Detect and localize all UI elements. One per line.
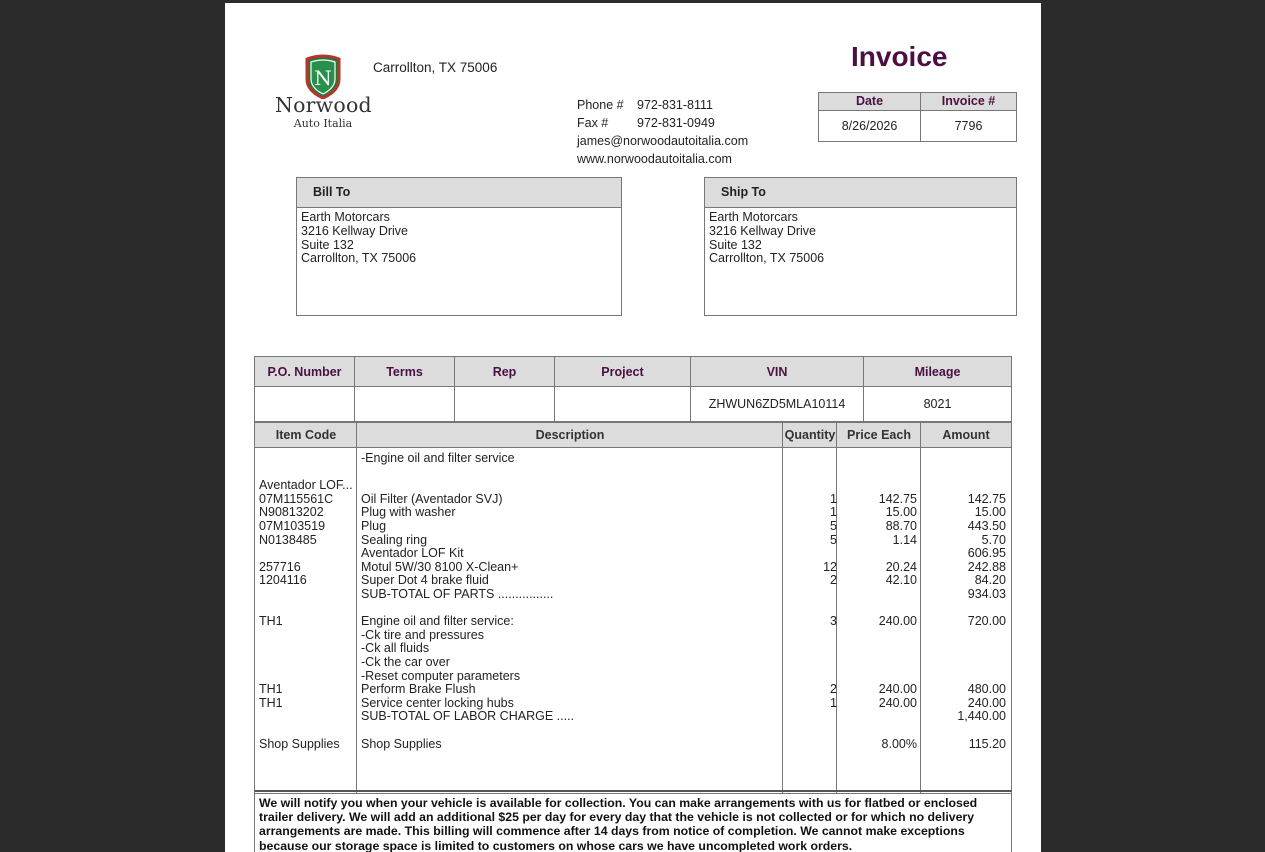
- price-each-header: Price Each: [847, 428, 911, 442]
- item-amount: 240.00: [967, 695, 1006, 710]
- table-row: [255, 710, 1011, 724]
- fax-number: 972-831-0949: [637, 116, 715, 130]
- bill-to-line: Suite 132: [301, 237, 354, 252]
- item-quantity: 3: [830, 614, 837, 629]
- item-description: Oil Filter (Aventador SVJ): [361, 491, 503, 506]
- bill-to-line: Earth Motorcars: [301, 210, 390, 224]
- item-quantity: 1: [830, 695, 837, 710]
- item-code: 07M103519: [259, 519, 326, 533]
- table-row: [255, 670, 1011, 684]
- item-quantity: 5: [830, 519, 837, 533]
- item-code: TH1: [259, 695, 283, 710]
- terms-value: [355, 387, 455, 422]
- table-row: [255, 561, 1011, 575]
- item-amount: 934.03: [967, 587, 1006, 601]
- item-description: Plug: [361, 519, 387, 533]
- table-row: [255, 466, 1011, 480]
- date-invoice-box: [818, 92, 1017, 142]
- vin-header: VIN: [691, 357, 864, 387]
- table-row: [255, 493, 1011, 507]
- item-code: TH1: [259, 614, 283, 629]
- logo-name: Norwood: [275, 93, 372, 117]
- phone-label: Phone #: [577, 98, 624, 112]
- date-label: Date: [819, 93, 921, 111]
- project-value: [555, 387, 691, 422]
- item-description: -Reset computer parameters: [361, 668, 521, 683]
- collection-notice: We will notify you when your vehicle is available for collection. You can make arrangements with us for flatbed or enclosed trailer delivery. We will add an additional $25 per day for every day that the vehicle is not collected or for which no delivery arrangements are made. This billing will commence after 14 days from notice of completion. We cannot make exceptions because our storage space is limited to customers on whose cars we have uncompleted work orders.: [254, 790, 1012, 852]
- bill-to-line: 3216 Kellway Drive: [301, 223, 408, 238]
- bill-to-address: [297, 208, 621, 269]
- item-amount: 84.20: [974, 573, 1006, 588]
- table-row: [255, 615, 1011, 629]
- item-amount: 443.50: [967, 519, 1006, 533]
- item-price: 240.00: [878, 614, 917, 629]
- ship-to-line: Carrollton, TX 75006: [709, 251, 825, 266]
- table-row: [255, 479, 1011, 493]
- table-row: [255, 656, 1011, 670]
- item-quantity: 1: [830, 491, 837, 506]
- item-code: Aventador LOF...: [259, 478, 353, 493]
- item-price: 142.75: [878, 491, 917, 506]
- item-description: -Engine oil and filter service: [361, 451, 515, 465]
- item-price: 88.70: [885, 519, 917, 533]
- item-quantity: 2: [830, 682, 837, 697]
- website: www.norwoodautoitalia.com: [577, 152, 732, 166]
- item-code-header: Item Code: [275, 428, 337, 442]
- table-row: [255, 506, 1011, 520]
- table-row: [255, 452, 1011, 466]
- item-amount: 242.88: [967, 559, 1006, 574]
- item-description: Service center locking hubs: [361, 695, 514, 710]
- item-price: 8.00%: [881, 736, 917, 751]
- ship-to-box: [704, 177, 1017, 316]
- item-description: Aventador LOF Kit: [361, 546, 464, 561]
- vin-value: ZHWUN6ZD5MLA10114: [691, 387, 864, 422]
- phone-number: 972-831-8111: [637, 98, 713, 112]
- item-quantity: 12: [823, 559, 837, 574]
- item-description: Sealing ring: [361, 532, 428, 547]
- company-city: Carrollton, TX 75006: [373, 60, 498, 75]
- table-row: [255, 602, 1011, 616]
- item-amount: 1,440.00: [957, 709, 1006, 724]
- item-description: Motul 5W/30 8100 X-Clean+: [361, 559, 519, 574]
- item-code: TH1: [259, 682, 283, 697]
- item-amount: 480.00: [967, 682, 1006, 697]
- item-price: 240.00: [878, 695, 917, 710]
- invoice-title: Invoice: [851, 41, 948, 72]
- rep-value: [455, 387, 555, 422]
- quantity-header: Quantity: [784, 428, 836, 442]
- item-price: 240.00: [878, 682, 917, 697]
- bill-to-line: Carrollton, TX 75006: [301, 251, 417, 266]
- table-row: [255, 547, 1011, 561]
- line-items-header: [255, 422, 1011, 448]
- ship-to-line: Earth Motorcars: [709, 210, 798, 224]
- item-amount: 142.75: [967, 491, 1006, 506]
- item-code: N90813202: [259, 505, 324, 520]
- table-row: [255, 520, 1011, 534]
- item-amount: 5.70: [981, 532, 1006, 547]
- logo-subtitle: Auto Italia: [293, 117, 353, 130]
- table-row: [255, 588, 1011, 602]
- item-price: 15.00: [885, 505, 917, 520]
- rep-header: Rep: [455, 357, 555, 387]
- ship-to-title: Ship To: [705, 178, 1016, 208]
- invoice-page: [225, 3, 1041, 852]
- ship-to-address: [705, 208, 1016, 269]
- table-row: [255, 642, 1011, 656]
- table-row: [255, 574, 1011, 588]
- item-description: Perform Brake Flush: [361, 682, 476, 697]
- item-quantity: 5: [830, 532, 837, 547]
- table-row: [255, 683, 1011, 697]
- line-items-table: [254, 422, 1012, 794]
- item-amount: 606.95: [967, 546, 1006, 561]
- ship-to-line: Suite 132: [709, 237, 762, 252]
- invoice-date: 8/26/2026: [819, 111, 921, 141]
- svg-text:N: N: [314, 66, 332, 90]
- table-row: [255, 738, 1011, 752]
- po-number-value: [255, 387, 355, 422]
- item-code: 257716: [259, 559, 301, 574]
- invoice-number: 7796: [954, 119, 983, 133]
- mileage-value: 8021: [864, 387, 1012, 422]
- item-quantity: 1: [830, 505, 837, 520]
- item-description: -Ck tire and pressures: [361, 627, 484, 642]
- po-number-header: P.O. Number: [255, 357, 355, 387]
- item-amount: 720.00: [967, 614, 1006, 629]
- ship-to-line: 3216 Kellway Drive: [709, 223, 816, 238]
- project-header: Project: [555, 357, 691, 387]
- table-row: [255, 724, 1011, 738]
- item-amount: 15.00: [974, 505, 1006, 520]
- mileage-header: Mileage: [864, 357, 1012, 387]
- bill-to-box: [296, 177, 622, 316]
- item-description: SUB-TOTAL OF LABOR CHARGE .....: [361, 709, 575, 724]
- item-description: Super Dot 4 brake fluid: [361, 573, 489, 588]
- terms-header: Terms: [355, 357, 455, 387]
- table-row: [255, 697, 1011, 711]
- item-price: 20.24: [885, 559, 917, 574]
- table-row: [255, 629, 1011, 643]
- order-meta-table: [254, 356, 1012, 422]
- item-description: Plug with washer: [361, 505, 456, 520]
- item-description: SUB-TOTAL OF PARTS ................: [361, 587, 554, 601]
- item-quantity: 2: [830, 573, 837, 588]
- fax-label: Fax #: [577, 116, 609, 130]
- item-description: Shop Supplies: [361, 736, 442, 751]
- item-price: 1.14: [892, 532, 917, 547]
- amount-header: Amount: [942, 428, 990, 442]
- item-code: Shop Supplies: [259, 736, 340, 751]
- table-row: [255, 534, 1011, 548]
- item-description: -Ck all fluids: [361, 641, 430, 656]
- invoice-number-label: Invoice #: [921, 93, 1016, 111]
- item-code: 1204116: [259, 573, 307, 588]
- item-price: 42.10: [885, 573, 917, 588]
- contact-block: [577, 96, 748, 168]
- item-description: -Ck the car over: [361, 655, 450, 669]
- item-description: Engine oil and filter service:: [361, 614, 514, 629]
- description-header: Description: [535, 428, 605, 442]
- bill-to-title: Bill To: [297, 178, 621, 208]
- email: james@norwoodautoitalia.com: [577, 134, 749, 148]
- item-amount: 115.20: [968, 736, 1006, 751]
- item-code: 07M115561C: [259, 491, 334, 506]
- item-code: N0138485: [259, 532, 317, 547]
